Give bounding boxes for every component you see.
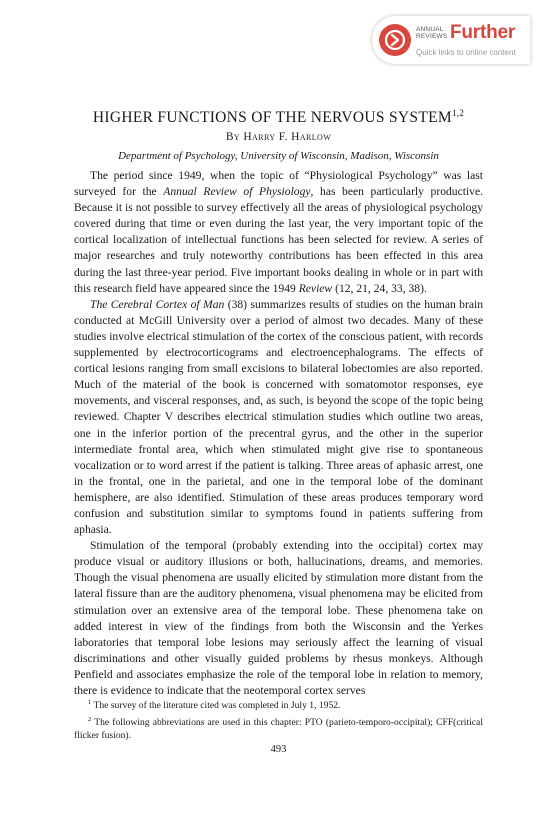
banner-small-line1: ANNUAL (416, 26, 444, 33)
banner-further-label[interactable]: Further (450, 22, 516, 43)
body-text (74, 168, 483, 699)
author-line: By Harry F. Harlow (225, 131, 332, 143)
further-banner[interactable] (372, 16, 530, 64)
paragraph-3: Stimulation of the temporal (probably extending into the occipital) cortex may produce visual or auditory illusions or both, hallucinations, dreams, and memories. Though the visual phenomena are usually elicited by stimulation more distant from the lateral fissure than are the auditory phenomena, visual phenomena may be elicited from stimulation over an extensive area of the temporal lobe. These phenomena take on added interest in view of the findings from both the Wisconsin and the Yerkes laboratories that temporal lobe lesions may seriously affect the learning of visual discriminations and other visually guided problems by rhesus monkeys. Although Penfield and associates emphasize the role of the temporal lobe in relation to memory, there is evidence to indicate that the neotemporal cortex serves (74, 539, 483, 697)
title-footnote-marks: 1,2 (451, 108, 465, 118)
banner-tagline[interactable]: Quick links to online content (416, 48, 516, 57)
paragraph-2: The Cerebral Cortex of Man (38) summarizes results of studies on the human brain conducted at McGill University over a period of almost two decades. Many of these studies involve electrical stimulation of the cortex of the conscious patient, with records supplemented by electrocorticograms and electroencephalograms. The effects of cortical lesions ranging from small excisions to bilateral lobectomies are also reported. Much of the material of the book is concerned with somatomotor responses, eye movements, and visceral responses, and, as such, is beyond the scope of the topic being reviewed. Chapter V describes electrical stimulation studies which outline two areas, one in the inferior portion of the precentral gyrus, and the other in the superior intermediate frontal area, which when stimulated might give rise to spontaneous vocalization or to word arrest if the patient is talking. Three areas of aphasic arrest, one in the frontal, one in the parietal, and one in the temporal lobe of the dominant hemisphere, are also identified. Stimulation of these areas produces temporary word confusion and substitution similar to symptoms found in patients suffering from aphasia. (74, 297, 483, 537)
arrow-right-icon (379, 24, 411, 56)
banner-small-line2: REVIEWS (416, 33, 448, 40)
footnote-1 (74, 696, 483, 713)
paragraph-1: The period since 1949, when the topic of “Physiological Psychology” was last surveyed for the Annual Review of Physiology, has been particularly productive. Because it is not possible to survey effectively all the areas of physiological psychology covered during that time or even during the last year, the very important topic of the cortical localization of intellectual functions has been selected for review. A series of major researches and truly noteworthy contributions has been effected in this area during the last three-year period. Five important books dealing in whole or in part with this research field have appeared since the 1949 Review (12, 21, 24, 33, 38). (74, 169, 484, 295)
banner-publisher (416, 26, 447, 40)
footnotes (74, 696, 483, 743)
paper-title-text: HIGHER FUNCTIONS OF THE NERVOUS SYSTEM (92, 109, 452, 127)
footnote-mark: 1 (88, 699, 92, 706)
affiliation-line: Department of Psychology, University of Wisconsin, Madison, Wisconsin (118, 150, 439, 162)
footnote-2 (74, 713, 483, 743)
footnote-text: The following abbreviations are used in this chapter: PTO (parieto-temporo-occipital); CFF(critical flicker fusion). (74, 716, 483, 742)
paper-title (0, 108, 557, 127)
page-number: 493 (270, 744, 287, 755)
footnote-text: The survey of the literature cited was completed in July 1, 1952. (93, 700, 341, 712)
footnote-mark: 2 (88, 715, 92, 723)
